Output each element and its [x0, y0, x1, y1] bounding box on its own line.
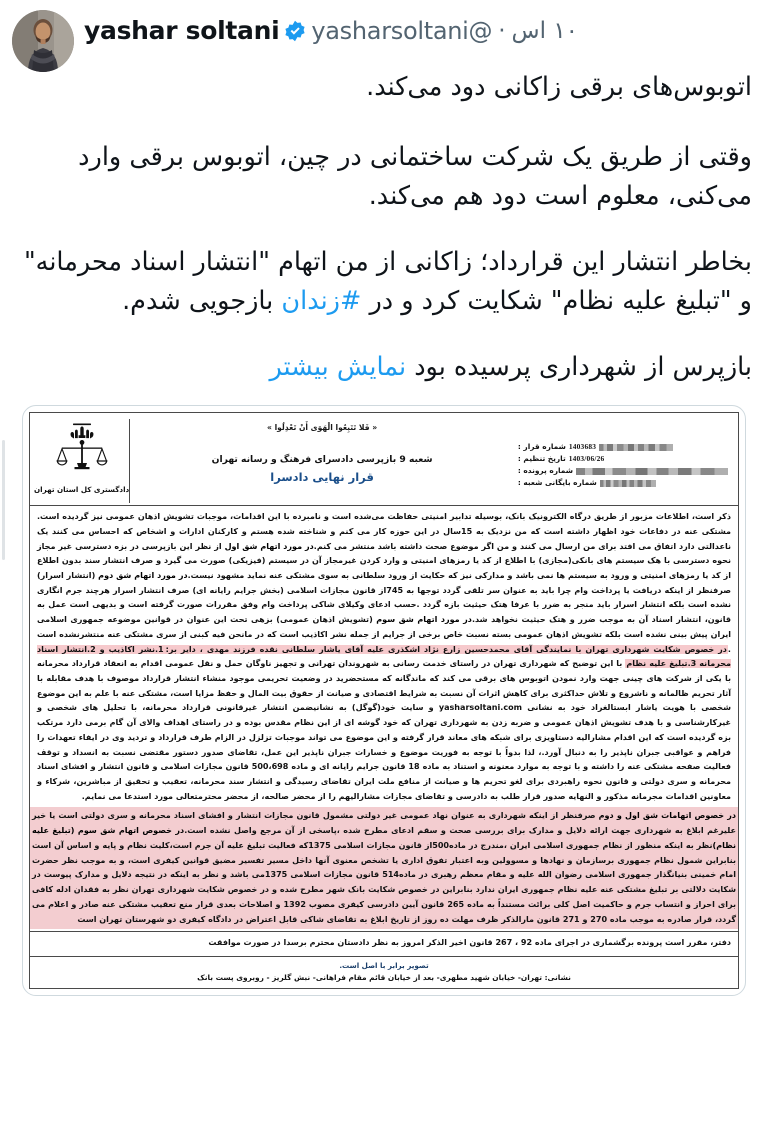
certification-note: تصویر برابر با اصل است. — [339, 960, 429, 970]
doc-hl-text-b: صرفنظر از اینکه شهرداری به عنوان نهاد عمومی غیر دولتی مشمول قانون مجازات انتشار و افشای اسناد محرمانه و سری دولتی است یا خیر علیرغم ابلاغ به شهرداری جهت ارائه دلایل و مدارک برای بررسی صحت و سقم ادعای مطرح شده ،پاسخی از آن مرجع واصل نشده است. — [32, 811, 736, 836]
doc-highlight-charges-list: 1.نشر اکاذیب و 2.انتشار اسناد محرمانه 3.تبلیغ علیه نظام — [37, 644, 731, 669]
redacted-bar — [576, 468, 728, 475]
document-header — [30, 413, 738, 505]
doc-para-5: با این توضیح که شهرداری تهران در راستای خدمت رسانی به شهروندان تهرانی و تجهیز ناوگان حمل و نقل عمومی اقدام به انعقاد قرارداد محرمانه با یکی از شرکت های چینی جهت وارد نمودن اتوبوس های برقی می کند که ماندگانه که مستحضرید در وضعیت تحریمی موجود منشاء انتشار قرارداد موصوف با هدف مقابله با آثار تحریم ظالمانه و ناشروع و تلاش حداکثری برای کاهش اثرات آن نسبت به شرایط اقتصادی و صیانت از حقوق بیت المال و حفظ مزایا است، مشتکی عنه با علم به این موضوع شخصی با هویت یاشار ابستالغراد خود به نشانی yasharsoltani.com و سایت خود(گوگل) به نشانی — [37, 659, 732, 713]
quran-verse: « فَلا تَتَبِعُوا الْهَوَى أَنْ تَعْدِلُوا » — [267, 423, 378, 433]
field-order-number-label: شماره قرار : — [517, 442, 566, 452]
field-date-label: تاریخ تنظیم : — [517, 454, 566, 464]
field-date-value: 1403/06/26 — [568, 454, 605, 464]
separator: · — [498, 17, 506, 44]
document-title: قرار نهایی دادسرا — [270, 470, 374, 485]
highlighted-paragraph — [32, 809, 736, 927]
document-final-instruction: دفتر، مقرر است پرونده برگشماری در اجرای ماده 92 ، 267 قانون اخیر الذکر امروز به نظر دادستان محترم برسدا در صورت موافقت — [208, 938, 731, 948]
document-meta-fields — [514, 419, 734, 503]
display-name: yashar soltani — [84, 16, 280, 45]
tweet-identity — [84, 8, 756, 45]
doc-bold-charge-3-label: در خصوص اتهام شق سوم (تبلیغ علیه نظام) — [32, 826, 736, 850]
doc-para-6: ضمن انتشار غیرقانونی قرارداد محرمانه، با تحلیل های شخصی و غیرکارشناسی و با هدف تشویش اذهان عمومی و ضربه زدن به شهرداری تهران که خود گوشه ای از این نظام مقدس بوده و در راستای اهداف والای آن گام برمی دارد مرتکب بزه گردیده است که این اقدام مشارالیه دستاویزی برای شبکه های معاند قرار گرفته و این موضوع می تواند موجبات تزلزل در الزام طرف قرارداد و تردید وی در ایفاء تعهدات را فراهم و عواقبی جبران ناپذیر را به دنبال آورد. — [37, 703, 732, 757]
doc-bold-charge-2: در مورد اتهام شق دوم — [98, 570, 188, 580]
verified-badge-icon — [284, 20, 306, 42]
document-highlighted-section — [30, 807, 738, 929]
scrollbar-thumb[interactable] — [2, 440, 5, 560]
show-more-link[interactable]: نمایش بیشتر — [269, 351, 407, 382]
field-order-number — [518, 441, 728, 453]
tweet-header — [0, 0, 768, 72]
document-frame — [29, 412, 739, 989]
address-line: نشانی: تهران- خیابان شهید مطهری- بعد از خیابان قائم مقام فراهانی- نبش گلریز - روبروی پست بانک — [197, 972, 571, 982]
tweet-p3-text-a: بخاطر انتشار این قرارداد؛ زاکانی از من اتهام "انتشار اسناد محرمانه" و "تبلیغ علیه نظام" شکایت کرد و در — [23, 246, 752, 317]
field-case-number — [518, 465, 728, 477]
court-branch: شعبه 9 بازپرسی دادسرای فرهنگ و رسانه تهران — [211, 454, 433, 466]
document-footer — [30, 956, 738, 988]
timestamp: ۱۰ اس — [511, 17, 579, 44]
doc-para-2: از نظر این بازپرسی در بزه دسترسی غیر مجاز نحوه دسترسی با هک سیستم های بانکی(مجازی) با اطلاع از کد یا رمزهای امنیتی و وارد کردن غیرمجاز آن در سیستم (فیزیکی) صورت می گیرد و صرف انتشار سند بدون اطلاع از کد یا رمزهای امنیتی و ورود به سیستم ها نمی باشد و مدارکی نیز که حکایت از ورود سلطانی به سوی مشتکی عنه نماید مشهود نیست. — [37, 541, 731, 580]
doc-para-1: ذکر است، اطلاعات مزبور از طریق درگاه الکترونیک بانک، بوسیله تدابیر امنیتی حفاظت می‌شده است و نامبرده با این اقدامات، موجبات تشویش اذهان عمومی نیز گردیده است. مشتکی عنه در دفاعات خود اظهار داشته است که من نزدیک به 15سال در این حوزه کار می کنم و شناخته شده هستم و کارکنان ادارات و اشخاص که احساس می کنند یک ناعدالتی دارد اتفاق می افتد برای من ارسال می کنند و من اگر موضوع صحت داشته باشد منتشر می کنم. — [37, 512, 731, 551]
emblem-block — [34, 419, 130, 503]
doc-bold-charge-1: در مورد اتهام شق اول — [224, 541, 314, 551]
doc-para-4: (تشویش اذهان عمومی) بزهی تحت این عنوان در قوانین موضوعه جمهوری اسلامی ایران پیش بینی نشده است بلکه تشویش اذهان عمومی بسته نسبت خاص برخی از جرایم از جمله نشر اکاذیب است که در مانحن فیه کبنی از سری مشتکی عنه منتشرنشده است . — [37, 615, 731, 654]
doc-hl-text-d: نظر به اینکه منظور از نظام جمهوری اسلامی ایران ،مندرج در ماده500از قانون مجازات اسلامی 1375که فعالیت تبلیغ علیه آن جرم است،کلیت نظام و پایه و اساس آن است بنابراین شمول نظام جمهوری برسازمان و نهادها و مسوولین وبه اعتبار تفوق اداری یا تشخص معنوی آنها داخل مسیر تفسیر مضیق قوانین کیفری است، و به موجب نظر حضرت امام خمینی بنیانگذار جمهوری اسلامی رضوان الله علیه و مقام معظم رهبری در ماده514 قانون مجازات اسلامی 1375می باشد و نظر به اینکه در نتیجه دلایل و مدارک پیوست در شکایت دلالتی بر تبلیغ مشتکی عنه علیه نظام جمهوری ایران ندارد بنابراین در خصوص شکایت بانک شهر مطرح شده و در خصوص شکایت شهرداری تهران نظر به فقدان ادله کافی برای احراز و انتساب جرم و حاکمیت اصل کلی برائت مستنداً به ماده 265 قانون آیین دادرسی کیفری مصوب 1392 و اصلاحات بعدی قرار منع تعقیب مشتکی عنه صادر و اعلام می گردد، قرار صادره به موجب ماده 270 و 271 قانون مارالذکر ظرف مهلت ده روز از تاریخ ابلاغ به تقاضای شاکی قابل اعتراض در دادگاه کیفری دو شهرستان تهران است — [32, 840, 736, 924]
redacted-bar — [599, 444, 673, 451]
court-name: دادگستری کل استان تهران — [34, 485, 130, 495]
doc-highlight-complaint: در خصوص شکایت شهرداری تهران با نمایندگی آقای محمدحسین زارع نژاد اشکذری علیه آقای یاشار سلطانی نقده فرزند مهدی ، دایر بر: — [165, 644, 727, 654]
document-title-block — [130, 419, 514, 503]
doc-para-7: ، لذا بدواً با توجه به فوریت موضوع و خسارات جبران ناپذیر این عمل، تقاضای صدور دستور مقتضی نسبت به انسداد و توقف فعالیت صفحه مشتکی عنه را داشته و با توجه به موارد معنونه و استناد به ماده 18 قانون جرایم رایانه ای و ماده 500،698 قانون مجازات اسلامی و قانون انتشار و افشای اسناد محرمانه و سری دولتی و قانون نحوه راهبردی برای لغو تحریم ها و صیانت از منافع ملت ایران تقاضای رسیدگی و انتشار سند محرمانه، تعقیب و تحقیق از مباشرین، شرکاء و معاونین اقدامات مجرمانه مذکور و النهایه صدور قرار طلب به دادرسی و تقاضای مجازات مشارالیهم را از محضر صالحه، از محضر محترمتعالی مورد استدعا می نمایم. — [37, 747, 732, 801]
hashtag-zendan[interactable]: #زندان — [281, 286, 362, 317]
iran-judiciary-emblem-icon — [56, 421, 108, 483]
attached-document-image[interactable] — [22, 405, 746, 996]
doc-para-3: (انتشار اسرار) صرفنظر از اینکه دریافت یا پرداخت وام چرا باید به عنوان سر تلقی گردد توجها به 745از قانون مجازات اسلامی (بخش جرایم رایانه ای) صرف انتشار اسرار هرچند جرم انگاری نشده است بلکه انتشار اسرار باید منجر به ضرر با عرفا هتک حیثیت بازه گردد .حسب ادعای وکیلای شاکی پرداخت وام وفق مقررات صورت گرفته است و بدیهی است عمل به قانون، انتشار اسناد آن به موجب ضرر و هتک حیثیت نخواهد شد. — [37, 570, 731, 625]
redacted-bar — [600, 480, 656, 487]
field-case-number-label: شماره پرونده : — [517, 466, 573, 476]
tweet-p3-text-b: بازجویی شدم. — [122, 286, 282, 317]
field-date — [518, 453, 728, 465]
avatar[interactable] — [12, 10, 74, 72]
field-archive-number — [518, 477, 728, 489]
tweet-paragraph-4 — [16, 348, 752, 388]
highlighted-body — [32, 809, 736, 927]
doc-bold-charge-3: در مورد اتهام شق سوم — [376, 615, 472, 625]
tweet-paragraph-2: وقتی از طریق یک شرکت ساختمانی در چین، اتوبوس برقی وارد می‌کنی، معلوم است دود هم می‌کند. — [78, 141, 752, 212]
tweet-text — [0, 68, 768, 387]
doc-paragraph-group — [37, 510, 731, 804]
field-archive-number-label: شماره بایگانی شعبه : — [517, 478, 597, 488]
document-body — [30, 506, 738, 807]
field-order-number-value: 1403683 — [568, 442, 597, 452]
tweet-paragraph-1: اتوبوس‌های برقی زاکانی دود می‌کند. — [366, 72, 752, 102]
tweet-p4-text: بازپرس از شهرداری پرسیده بود — [406, 351, 752, 382]
user-handle[interactable]: @yasharsoltani — [311, 16, 493, 45]
doc-bold-charges-1-2: در خصوص اتهامات شق اول و دوم — [598, 811, 737, 821]
tweet-paragraph-3 — [16, 243, 752, 322]
